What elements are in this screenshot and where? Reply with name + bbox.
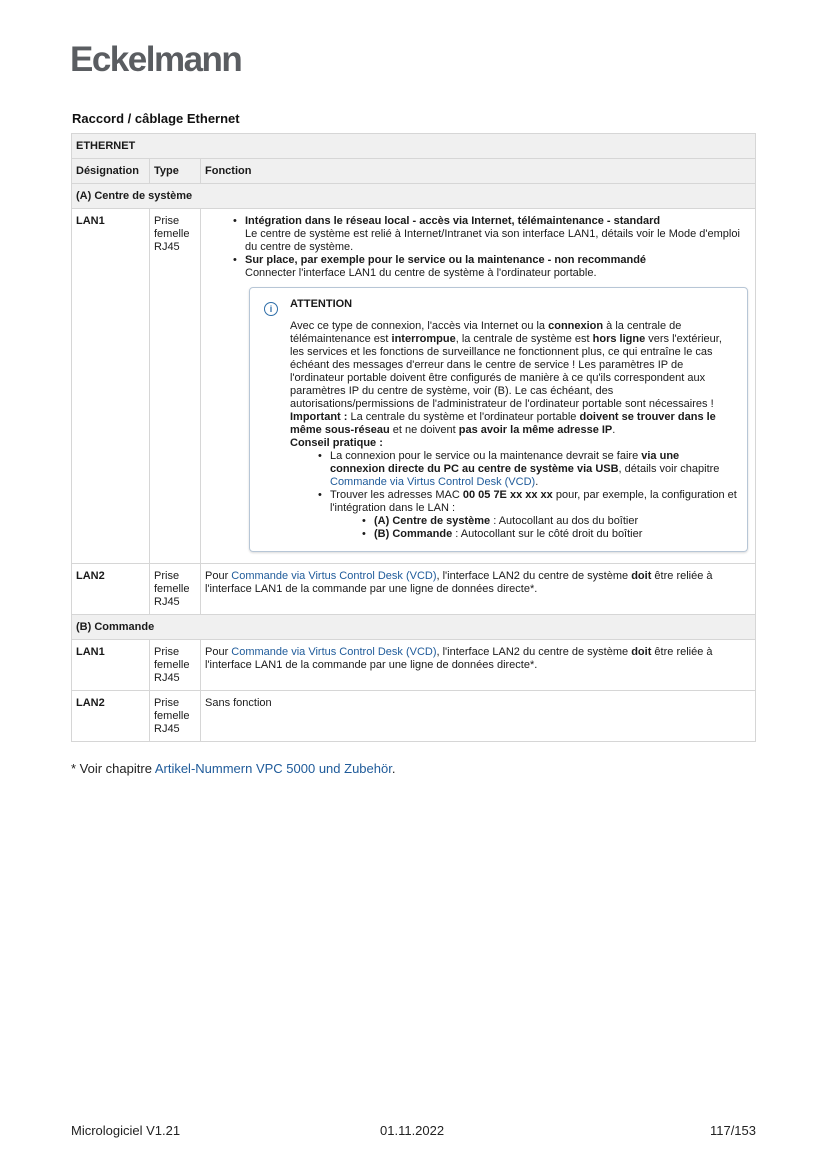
text-bold: (A) Centre de système <box>374 515 491 527</box>
row-name: LAN1 <box>72 640 150 691</box>
text-bold: via une connexion directe du PC au centre de système via USB <box>330 450 680 475</box>
article-numbers-link[interactable]: Artikel-Nummern VPC 5000 und Zubehör <box>154 761 392 776</box>
text: , détails voir chapitre <box>618 463 720 475</box>
bullet-title: Intégration dans le réseau local - accès via Internet, télémaintenance - standard <box>245 215 661 227</box>
list-item <box>245 215 751 254</box>
table-header-row <box>72 159 756 184</box>
attention-title: ATTENTION <box>290 298 353 310</box>
row-function <box>201 209 756 564</box>
text: . <box>535 476 539 488</box>
attention-paragraph <box>290 320 737 411</box>
text-bold: Conseil pratique : <box>290 437 383 449</box>
vcd-link[interactable]: Commande via Virtus Control Desk (VCD) <box>231 570 437 582</box>
text-bold: pas avoir la même adresse IP <box>458 424 613 436</box>
text-bold: connexion <box>548 320 604 332</box>
header-designation: Désignation <box>72 159 150 184</box>
text: pour, par exemple, la configuration et l'intégration dans le LAN : <box>330 489 737 514</box>
ethernet-table <box>71 133 756 742</box>
text: . <box>612 424 616 436</box>
footer-firmware: Micrologiciel V1.21 <box>71 1123 181 1138</box>
row-name: LAN2 <box>72 564 150 615</box>
text: , l'interface LAN2 du centre de système <box>436 646 632 658</box>
mac-list <box>330 515 737 541</box>
footnote <box>71 761 395 776</box>
text-bold: doit <box>631 570 652 582</box>
attention-box <box>249 287 748 552</box>
footnote-text: * Voir chapitre <box>71 761 155 776</box>
text: La connexion pour le service ou la maintenance devrait se faire <box>330 450 642 462</box>
tip-title <box>290 437 737 450</box>
text: , la centrale de système est <box>455 333 593 345</box>
table-title: ETHERNET <box>72 134 756 159</box>
important-paragraph <box>290 411 737 437</box>
header-function: Fonction <box>201 159 756 184</box>
section-title: Raccord / câblage Ethernet <box>72 111 240 126</box>
list-item <box>330 450 737 489</box>
footer-page-number: 117/153 <box>709 1123 756 1138</box>
vcd-link[interactable]: Commande via Virtus Control Desk (VCD) <box>330 476 536 488</box>
group-row-b <box>72 615 756 640</box>
table-row <box>72 209 756 564</box>
text-bold: hors ligne <box>592 333 646 345</box>
row-function <box>201 564 756 615</box>
list-item <box>374 528 737 541</box>
row-type: Prise femelle RJ45 <box>150 564 201 615</box>
eckelmann-logo: Eckelmann <box>70 40 242 79</box>
function-list <box>205 215 751 280</box>
bullet-text: Le centre de système est relié à Internet/Intranet via son interface LAN1, détails voir le Mode d'emploi du centre de système. <box>245 228 740 253</box>
footnote-text: . <box>391 761 396 776</box>
text: La centrale du système et l'ordinateur portable <box>347 411 580 423</box>
footer-date: 01.11.2022 <box>380 1123 445 1138</box>
vcd-link[interactable]: Commande via Virtus Control Desk (VCD) <box>231 646 437 658</box>
text: , l'interface LAN2 du centre de système <box>436 570 632 582</box>
group-b-label: (B) Commande <box>72 615 756 640</box>
text-bold: 00 05 7E xx xx xx <box>462 489 553 501</box>
text: vers l'extérieur, les services et les fonctions de surveillance ne fonctionnent plus, ce qui entraîne le cas échéant des messages d'erreur dans le centre de service ! Les paramètres IP de l'ordinateur portable doivent être configurés de manière à ce qu'ils correspondent aux paramètres IP du centre de système, voir (B). Le cas échéant, des autorisations/permissions de l'administrateur de l'ordinateur portable sont nécessaires ! <box>290 333 722 410</box>
list-item <box>374 515 737 528</box>
text-bold: doit <box>631 646 652 658</box>
bullet-text: Connecter l'interface LAN1 du centre de système à l'ordinateur portable. <box>245 267 597 279</box>
info-icon: i <box>264 302 278 316</box>
text: : Autocollant sur le côté droit du boîtier <box>452 528 643 540</box>
tip-list <box>290 450 737 541</box>
table-row <box>72 691 756 742</box>
header-type: Type <box>150 159 201 184</box>
list-item <box>245 254 751 280</box>
text-bold: (B) Commande <box>374 528 453 540</box>
text: Trouver les adresses MAC <box>330 489 463 501</box>
text: Pour <box>205 570 232 582</box>
table-row <box>72 640 756 691</box>
group-row-a <box>72 184 756 209</box>
text: être reliée à l'interface LAN1 de la commande par une ligne de données directe*. <box>205 646 713 671</box>
text: : Autocollant au dos du boîtier <box>490 515 639 527</box>
row-type: Prise femelle RJ45 <box>150 691 201 742</box>
table-row <box>72 564 756 615</box>
text: Pour <box>205 646 232 658</box>
row-type: Prise femelle RJ45 <box>150 640 201 691</box>
text: et ne doivent <box>389 424 459 436</box>
bullet-title: Sur place, par exemple pour le service ou la maintenance - non recommandé <box>245 254 647 266</box>
text: à la centrale de télémaintenance est <box>290 320 682 345</box>
row-name: LAN1 <box>72 209 150 564</box>
list-item <box>330 489 737 541</box>
text-bold: Important : <box>290 411 348 423</box>
text-bold: interrompue <box>391 333 456 345</box>
group-a-label: (A) Centre de système <box>72 184 756 209</box>
row-type: Prise femelle RJ45 <box>150 209 201 564</box>
text-bold: doivent se trouver dans le même sous-réseau <box>290 411 716 436</box>
row-function <box>201 640 756 691</box>
row-function: Sans fonction <box>201 691 756 742</box>
text: être reliée à l'interface LAN1 de la commande par une ligne de données directe*. <box>205 570 713 595</box>
table-title-row <box>72 134 756 159</box>
row-name: LAN2 <box>72 691 150 742</box>
text: Avec ce type de connexion, l'accès via Internet ou la <box>290 320 549 332</box>
